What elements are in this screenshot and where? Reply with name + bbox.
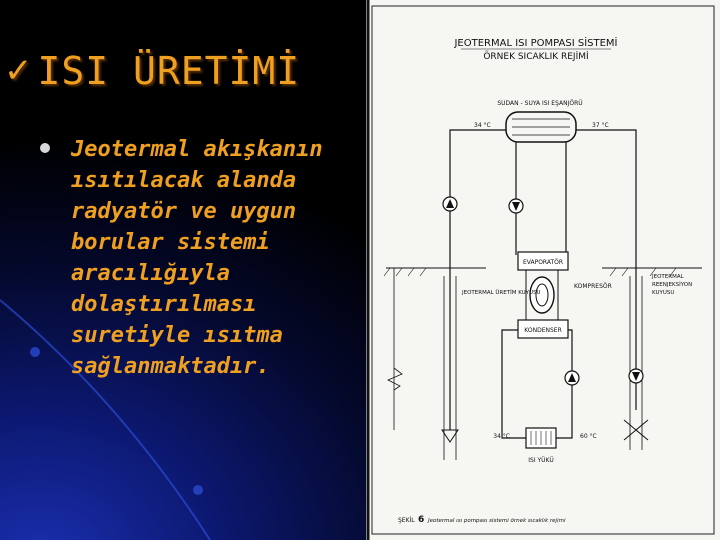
heating-load-label: ISI YÜKÜ [528, 457, 554, 464]
geothermal-diagram [366, 0, 720, 540]
diagram-drawing [366, 0, 720, 540]
production-well-label: JEOTERMAL ÜRETİM KUYUSU [462, 290, 541, 296]
diagram-heading-1: JEOTERMAL ISI POMPASI SİSTEMİ [454, 38, 618, 49]
condenser-label: KONDENSER [524, 327, 562, 334]
pump-load-icon [565, 371, 579, 385]
temp-left-top: 34 °C [474, 122, 491, 129]
temp-right-bottom: 60 °C [580, 433, 597, 440]
temp-left-bottom: 34 °C [493, 433, 510, 440]
pump-left-icon [443, 197, 457, 211]
temp-right-top: 37 °C [592, 122, 609, 129]
pump-exchanger-icon [509, 199, 523, 213]
diagram-heading-2: ÖRNEK SICAKLIK REJİMİ [483, 52, 589, 62]
reinjection-label-3: KUYUSU [652, 290, 675, 296]
reinjection-label-2: REENJEKSİYON [652, 282, 693, 288]
caption-prefix: ŞEKİL [398, 517, 415, 524]
evaporator-label: EVAPORATÖR [522, 259, 564, 266]
exchanger-label: SUDAN - SUYA ISI EŞANJÖRÜ [497, 100, 583, 107]
pump-right-icon [629, 369, 643, 383]
bullet-text: Jeotermal akışkanın ısıtılacak alanda radyatör ve uygun borular sistemi aracılığıyla dolaştırılması suretiyle ısıtma sağlanmaktadır. [71, 137, 323, 379]
slide-title [4, 46, 300, 96]
reinjection-label-1: JEOTERMAL [652, 274, 684, 280]
compressor-label: KOMPRESÖR [574, 283, 612, 290]
slide-title-text: ISI ÜRETİMİ [37, 49, 301, 93]
caption-number: 6 [418, 515, 425, 525]
well-bottom-right-icon [624, 420, 648, 440]
bullet-icon [40, 143, 50, 153]
caption-text: Jeotermal ısı pompası sistemi örnek sıcaklık rejimi [428, 518, 566, 524]
checkmark-icon: ✓ [4, 51, 34, 91]
